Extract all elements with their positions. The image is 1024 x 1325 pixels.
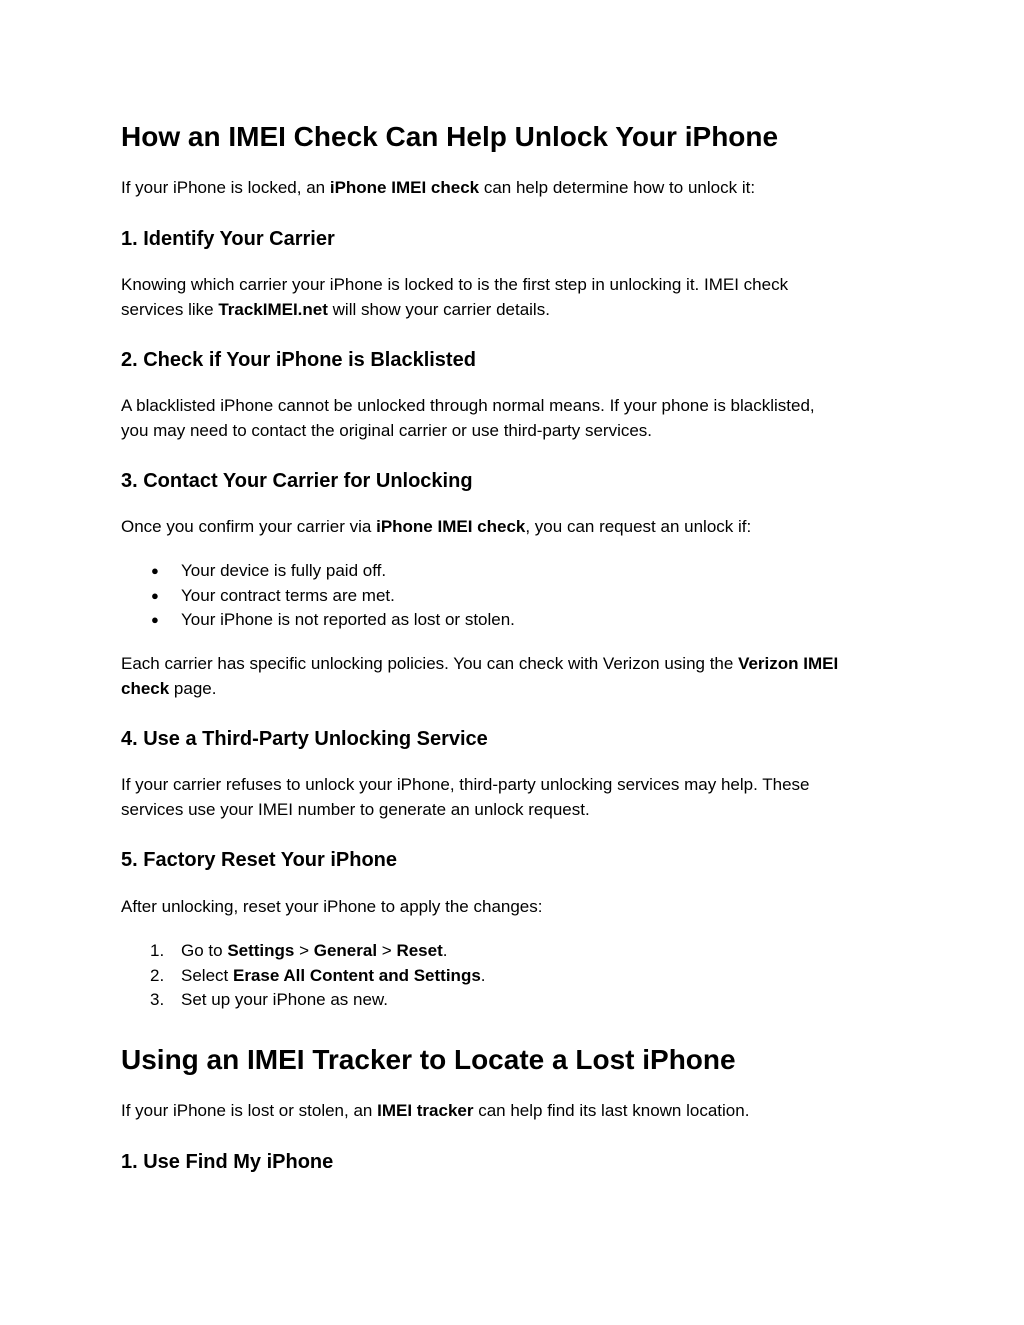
bullet-marker: ● bbox=[151, 612, 159, 627]
list-item: 1. Go to Settings > General > Reset. bbox=[121, 939, 486, 964]
paragraph-blacklist: A blacklisted iPhone cannot be unlocked through normal means. If your phone is blacklisted, you may need to contact the original carrier or use third-party services. bbox=[121, 396, 815, 440]
list-item: 2. Select Erase All Content and Settings. bbox=[121, 964, 486, 989]
paragraph-third-party: If your carrier refuses to unlock your iPhone, third-party unlocking services may help. These services use your IMEI number to generate an unlock request. bbox=[121, 775, 810, 819]
step-number: 1. bbox=[150, 941, 165, 960]
paragraph-intro: If your iPhone is locked, an iPhone IMEI check can help determine how to unlock it: bbox=[121, 178, 756, 197]
paragraph-contact-carrier: Once you confirm your carrier via iPhone IMEI check, you can request an unlock if: bbox=[121, 517, 752, 536]
heading-blacklist: 2. Check if Your iPhone is Blacklisted bbox=[121, 349, 476, 371]
heading-find-my-iphone: 1. Use Find My iPhone bbox=[121, 1151, 334, 1173]
heading-identify-carrier: 1. Identify Your Carrier bbox=[121, 228, 335, 250]
list-item: ● Your device is fully paid off. bbox=[121, 559, 515, 584]
paragraph-reset-intro: After unlocking, reset your iPhone to apply the changes: bbox=[121, 897, 543, 916]
heading-contact-carrier: 3. Contact Your Carrier for Unlocking bbox=[121, 470, 473, 492]
step-number: 2. bbox=[150, 965, 165, 985]
reset-steps-list bbox=[121, 939, 486, 1013]
heading-unlock: How an IMEI Check Can Help Unlock Your iPhone bbox=[121, 121, 779, 152]
paragraph-identify-carrier: Knowing which carrier your iPhone is locked to is the first step in unlocking it. IMEI check services like TrackIMEI.net will show your carrier details. bbox=[121, 275, 789, 319]
paragraph-tracker-intro: If your iPhone is lost or stolen, an IMEI tracker can help find its last known location. bbox=[121, 1101, 750, 1120]
bullet-marker: ● bbox=[151, 587, 159, 603]
list-item: 3. Set up your iPhone as new. bbox=[121, 988, 486, 1013]
heading-imei-tracker: Using an IMEI Tracker to Locate a Lost iPhone bbox=[121, 1044, 736, 1075]
heading-third-party: 4. Use a Third-Party Unlocking Service bbox=[121, 728, 488, 750]
unlock-conditions-list bbox=[121, 559, 515, 633]
list-item: ● Your iPhone is not reported as lost or stolen. bbox=[121, 608, 515, 633]
heading-factory-reset: 5. Factory Reset Your iPhone bbox=[121, 849, 398, 871]
paragraph-carrier-policy: Each carrier has specific unlocking policies. You can check with Verizon using the Verizon IMEI check page. bbox=[121, 654, 839, 698]
list-item: ● Your contract terms are met. bbox=[121, 584, 515, 609]
step-number: 3. bbox=[150, 990, 165, 1009]
bullet-marker: ● bbox=[151, 563, 159, 578]
